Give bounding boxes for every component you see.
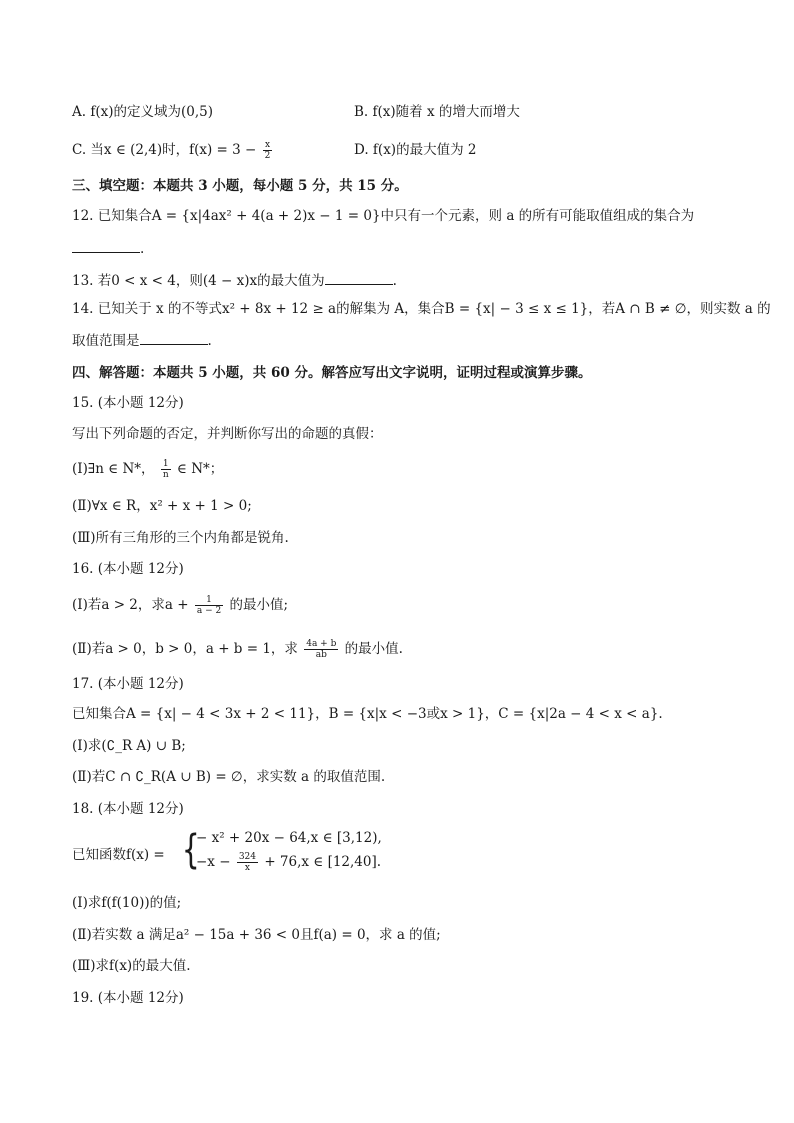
option-c	[72, 140, 274, 161]
fraction-numerator: 4a + b	[306, 639, 337, 649]
option-d: D. f(x)的最大值为 2	[354, 142, 477, 158]
q18-row2-fraction	[237, 852, 258, 873]
q14-text: 取值范围是	[72, 333, 140, 349]
q15-title: 15. (本小题 12分)	[72, 395, 184, 411]
q13-text: 13. 若0 < x < 4，则(4 − x)x的最大值为	[72, 273, 325, 289]
fraction-denominator: a − 2	[196, 606, 222, 616]
q15-i-text-end: ∈ N*；	[176, 461, 224, 477]
option-a: A. f(x)的定义域为(0,5)	[72, 104, 213, 120]
q15-part-iii: (Ⅲ)所有三角形的三个内角都是锐角.	[72, 530, 289, 546]
q16-title: 16. (本小题 12分)	[72, 561, 184, 577]
fraction-denominator: x	[244, 863, 250, 873]
answer-blank	[325, 270, 393, 285]
q18-row2	[196, 852, 381, 873]
fraction-numerator: x	[263, 140, 273, 151]
q13	[72, 270, 397, 290]
q16-ii-text-end: 的最小值.	[344, 641, 403, 657]
q15-part-i	[72, 459, 223, 480]
q16-i-text-end: 的最小值;	[229, 597, 289, 613]
answer-blank	[140, 330, 208, 345]
section4-heading: 四、解答题：本题共 5 小题，共 60 分。解答应写出文字说明，证明过程或演算步骤。	[72, 365, 592, 381]
q17-part-i: (Ⅰ)求(∁_R A) ∪ B;	[72, 738, 186, 754]
q19-title: 19. (本小题 12分)	[72, 990, 184, 1006]
q18-part-ii: (Ⅱ)若实数 a 满足a² − 15a + 36 < 0且f(a) = 0，求 a 的值;	[72, 927, 441, 943]
q18-row1: − x² + 20x − 64,x ∈ [3,12),	[196, 830, 382, 846]
q18-lhs: 已知函数f(x) =	[72, 847, 165, 863]
option-b: B. f(x)随着 x 的增大而增大	[354, 104, 520, 120]
q16-part-i	[72, 595, 288, 616]
q17-title: 17. (本小题 12分)	[72, 676, 184, 692]
q18-part-iii: (Ⅲ)求f(x)的最大值.	[72, 958, 191, 974]
q18-title: 18. (本小题 12分)	[72, 801, 184, 817]
fraction-denominator: n	[162, 470, 169, 480]
answer-blank	[72, 238, 140, 253]
q16-ii-text: (Ⅱ)若a > 0，b > 0，a + b = 1，求	[72, 641, 298, 657]
q15-part-ii: (Ⅱ)∀x ∈ R，x² + x + 1 > 0;	[72, 498, 252, 514]
q12-end: .	[140, 241, 145, 257]
q14-line2	[72, 330, 212, 350]
q18-row2-text-end: + 76,x ∈ [12,40].	[264, 854, 382, 870]
q18-row2-text: −x −	[196, 854, 231, 870]
q14-end: .	[207, 333, 212, 349]
q16-i-text: (Ⅰ)若a > 2，求a +	[72, 597, 189, 613]
section3-heading: 三、填空题：本题共 3 小题，每小题 5 分，共 15 分。	[72, 178, 408, 194]
option-c-text: C. 当x ∈ (2,4)时，f(x) = 3 −	[72, 142, 257, 158]
fraction-numerator: 324	[238, 852, 257, 862]
fraction-numerator: 1	[195, 595, 223, 606]
q17-part-ii: (Ⅱ)若C ∩ ∁_R(A ∪ B) = ∅，求实数 a 的取值范围.	[72, 769, 386, 785]
q14-line1: 14. 已知关于 x 的不等式x² + 8x + 12 ≥ a的解集为 A，集合B = {x| − 3 ≤ x ≤ 1}，若A ∩ B ≠ ∅，则实数 a 的	[72, 301, 771, 317]
q15-stem: 写出下列命题的否定，并判断你写出的命题的真假：	[72, 426, 383, 442]
q12-line1: 12. 已知集合A = {x|4ax² + 4(a + 2)x − 1 = 0}中只有一个元素，则 a 的所有可能取值组成的集合为	[72, 208, 695, 224]
fraction-denominator: 2	[264, 151, 271, 161]
fraction-denominator: ab	[315, 650, 327, 660]
option-c-fraction	[263, 140, 273, 161]
q17-stem: 已知集合A = {x| − 4 < 3x + 2 < 11}，B = {x|x < −3或x > 1}，C = {x|2a − 4 < x < a}.	[72, 706, 663, 722]
q16-ii-fraction	[304, 639, 338, 660]
q13-end: .	[392, 273, 397, 289]
q12-line2	[72, 238, 144, 258]
q16-part-ii	[72, 639, 403, 660]
q15-i-fraction	[161, 459, 171, 480]
q18-part-i: (Ⅰ)求f(f(10))的值;	[72, 895, 182, 911]
q16-i-fraction	[195, 595, 223, 616]
q15-i-text: (Ⅰ)∃n ∈ N*，	[72, 461, 155, 477]
q18-brace: {	[181, 827, 200, 873]
fraction-numerator: 1	[161, 459, 171, 470]
